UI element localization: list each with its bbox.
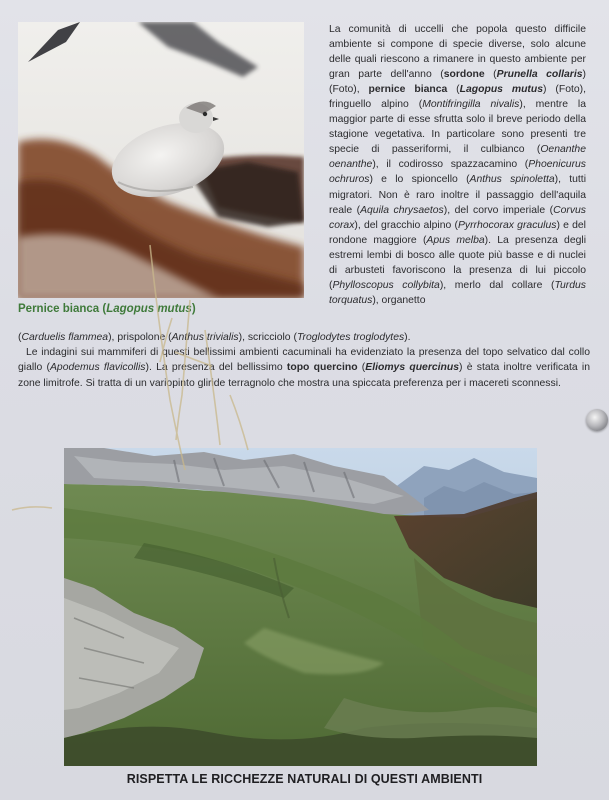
mounting-bolt	[586, 409, 608, 431]
text-run: Lagopus mutus	[459, 84, 544, 96]
text-run: Pyrrhocorax graculus	[457, 219, 557, 231]
photo-caption	[18, 303, 196, 315]
text-run: ) e del rondone maggiore (	[329, 219, 586, 246]
text-run: Anthus trivialis	[171, 332, 239, 343]
footer-title: RISPETTA LE RICCHEZZE NATURALI DI QUESTI AMBIENTI	[126, 772, 483, 786]
text-run: Anthus spinoletta	[469, 174, 555, 186]
text-run: ), prispolone (	[108, 332, 172, 343]
ptarmigan-photo	[18, 22, 304, 298]
text-run: Corvus corax	[329, 204, 586, 231]
caption-common-name: Pernice bianca	[18, 303, 100, 315]
text-run: Phoenicurus ochruros	[329, 159, 586, 186]
text-run: ) è stata inoltre verificata in zone limitrofe. Si tratta di un variopinto gliride terragnolo che mostra una spiccata preferenza per i macereti sconnessi.	[18, 362, 591, 389]
alpine-landscape-photo	[64, 448, 537, 766]
mammals-paragraph	[18, 345, 590, 391]
text-run: (	[447, 84, 460, 96]
text-run: La comunità di uccelli che popola questo difficile ambiente si compone di specie diverse, solo alcune delle quali riescono a rimanere in questo ambiente per gran parte dell'anno (	[329, 24, 586, 81]
text-run: ), mentre la maggior parte di esse sfrutta solo il breve periodo della stagione vegetativa. In particolare sono presenti tre specie di passeriformi, il culbianco (	[329, 99, 587, 156]
text-run: Apodemus flavicollis	[49, 362, 146, 374]
text-run: Montifringilla nivalis	[422, 99, 520, 111]
birds-paragraph	[329, 22, 586, 308]
caption-latin-name: Lagopus mutus	[106, 303, 192, 315]
text-run: ) (Foto), fringuello alpino (	[329, 84, 586, 111]
ptarmigan-photo-image	[18, 22, 304, 298]
text-run: ), il codirosso spazzacamino (	[372, 159, 529, 171]
text-run: (	[18, 332, 22, 343]
text-run: ). La presenza degli estremi lembi di bosco alle quote più basse e di nuclei di arbusteti favoriscono la presenza di lui piccolo (	[329, 234, 587, 291]
text-run: ). La presenza del bellissimo	[145, 362, 287, 374]
text-run: ), merlo dal collare (	[439, 279, 555, 291]
text-run: ), organetto	[372, 294, 426, 306]
text-run: ), del corvo imperiale (	[443, 204, 554, 216]
text-run: Turdus torquatus	[329, 279, 587, 306]
text-run: Oenanthe oenanthe	[329, 144, 586, 171]
text-run: (	[484, 69, 497, 81]
text-run: Prunella collaris	[496, 69, 583, 81]
caption-close-paren: )	[191, 303, 196, 315]
text-run: Troglodytes troglodytes	[296, 332, 405, 343]
text-run: ), scricciolo (	[238, 332, 297, 343]
text-run: ), del gracchio alpino (	[354, 219, 458, 231]
text-run: ).	[404, 332, 411, 343]
text-run: Apus melba	[426, 234, 485, 246]
text-run: Aquila chrysaetos	[360, 204, 444, 216]
text-run: Phylloscopus collybita	[332, 279, 440, 291]
mammals-section	[18, 330, 590, 391]
birds-paragraph-body	[329, 22, 586, 308]
caption-open-paren: (	[99, 303, 107, 315]
birds-paragraph-continuation	[18, 330, 590, 345]
text-run: pernice bianca	[368, 84, 448, 96]
text-run: (	[357, 362, 366, 374]
text-run: Carduelis flammea	[21, 332, 109, 343]
text-run: ) e lo spioncello (	[369, 174, 470, 186]
text-run: Eliomys quercinus	[365, 362, 460, 374]
text-run: topo quercino	[286, 362, 358, 374]
text-run: sordone	[443, 69, 485, 81]
text-run: Le indagini sui mammiferi di questi bellissimi ambienti cacuminali ha evidenziato la presenza del topo selvatico dal collo giallo (	[18, 347, 590, 374]
alpine-landscape-image	[64, 448, 537, 766]
text-run: ), tutti migratori. Non è raro inoltre il passaggio dell'aquila reale (	[329, 174, 587, 216]
text-run: ) (Foto),	[329, 69, 586, 96]
